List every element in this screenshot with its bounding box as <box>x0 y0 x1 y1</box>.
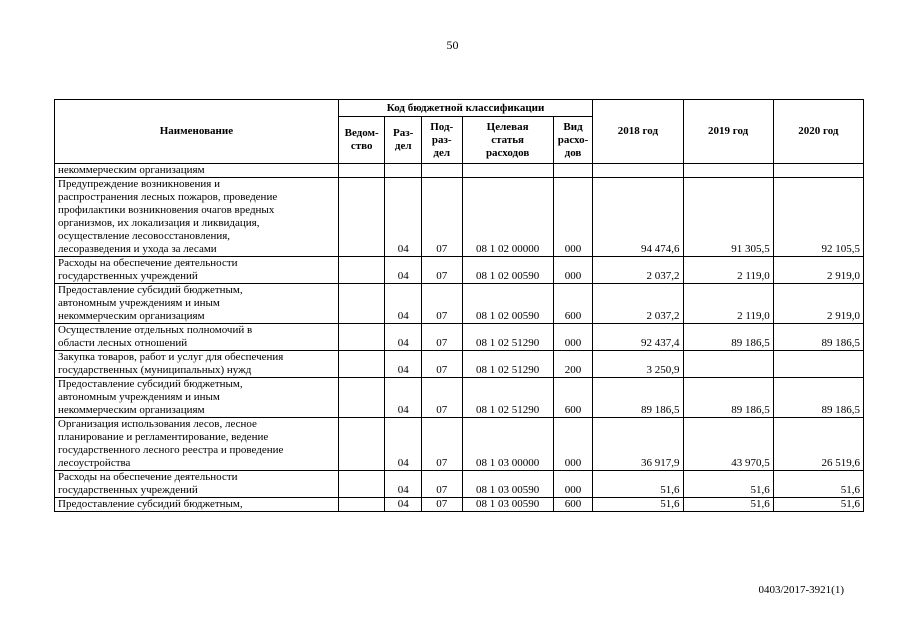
row-2018: 2 037,2 <box>593 257 683 284</box>
row-podrazdel: 07 <box>421 257 462 284</box>
row-podrazdel: 07 <box>421 498 462 512</box>
row-razdel <box>385 164 421 178</box>
row-2018: 89 186,5 <box>593 378 683 418</box>
table-row <box>55 471 864 498</box>
row-vedomstvo <box>338 164 385 178</box>
row-2020 <box>773 351 863 378</box>
table-row <box>55 284 864 324</box>
header-name: Наименование <box>55 100 339 164</box>
row-vid: 000 <box>553 471 593 498</box>
row-name: Осуществление отдельных полномочий в области лесных отношений <box>55 324 339 351</box>
row-target: 08 1 02 00590 <box>462 284 553 324</box>
header-podrazdel: Под- раз- дел <box>421 117 462 164</box>
row-2019: 51,6 <box>683 498 773 512</box>
row-name: некоммерческим организациям <box>55 164 339 178</box>
header-vid: Вид расхо- дов <box>553 117 593 164</box>
row-2018: 36 917,9 <box>593 418 683 471</box>
row-vid: 000 <box>553 178 593 257</box>
row-name: Предоставление субсидий бюджетным, автономным учреждениям и иным некоммерческим организациям <box>55 378 339 418</box>
row-podrazdel: 07 <box>421 178 462 257</box>
header-razdel: Раз- дел <box>385 117 421 164</box>
row-2018: 51,6 <box>593 471 683 498</box>
row-razdel: 04 <box>385 418 421 471</box>
row-vedomstvo <box>338 284 385 324</box>
row-2020: 89 186,5 <box>773 324 863 351</box>
row-target <box>462 164 553 178</box>
row-vid: 600 <box>553 498 593 512</box>
row-2018 <box>593 164 683 178</box>
row-2018: 2 037,2 <box>593 284 683 324</box>
row-2019 <box>683 164 773 178</box>
row-2020: 2 919,0 <box>773 257 863 284</box>
row-vid: 000 <box>553 257 593 284</box>
row-target: 08 1 03 00590 <box>462 471 553 498</box>
row-name: Закупка товаров, работ и услуг для обеспечения государственных (муниципальных) нужд <box>55 351 339 378</box>
row-razdel: 04 <box>385 257 421 284</box>
budget-table <box>54 99 864 512</box>
row-vedomstvo <box>338 378 385 418</box>
row-2019: 51,6 <box>683 471 773 498</box>
row-razdel: 04 <box>385 378 421 418</box>
row-2020 <box>773 164 863 178</box>
row-razdel: 04 <box>385 351 421 378</box>
row-vid: 200 <box>553 351 593 378</box>
row-2019: 2 119,0 <box>683 284 773 324</box>
row-2019: 89 186,5 <box>683 378 773 418</box>
row-2020: 2 919,0 <box>773 284 863 324</box>
row-2018: 94 474,6 <box>593 178 683 257</box>
header-row-top <box>55 100 864 117</box>
row-vid: 000 <box>553 324 593 351</box>
header-2019: 2019 год <box>683 100 773 164</box>
row-vid <box>553 164 593 178</box>
table-row <box>55 351 864 378</box>
row-podrazdel: 07 <box>421 418 462 471</box>
row-2018: 92 437,4 <box>593 324 683 351</box>
row-2019 <box>683 351 773 378</box>
row-razdel: 04 <box>385 471 421 498</box>
table-row <box>55 257 864 284</box>
row-2020: 92 105,5 <box>773 178 863 257</box>
row-razdel: 04 <box>385 498 421 512</box>
row-target: 08 1 03 00590 <box>462 498 553 512</box>
row-2018: 51,6 <box>593 498 683 512</box>
header-target: Целевая статья расходов <box>462 117 553 164</box>
header-vedomstvo: Ведом- ство <box>338 117 385 164</box>
header-2020: 2020 год <box>773 100 863 164</box>
row-target: 08 1 02 00000 <box>462 178 553 257</box>
row-name: Расходы на обеспечение деятельности государственных учреждений <box>55 257 339 284</box>
row-2020: 26 519,6 <box>773 418 863 471</box>
row-2019: 91 305,5 <box>683 178 773 257</box>
row-target: 08 1 02 00590 <box>462 257 553 284</box>
row-target: 08 1 02 51290 <box>462 351 553 378</box>
row-2019: 2 119,0 <box>683 257 773 284</box>
table-row <box>55 178 864 257</box>
row-vid: 600 <box>553 284 593 324</box>
table-row <box>55 418 864 471</box>
row-2020: 89 186,5 <box>773 378 863 418</box>
row-target: 08 1 02 51290 <box>462 378 553 418</box>
page-number: 50 <box>446 38 459 52</box>
row-podrazdel: 07 <box>421 378 462 418</box>
row-2020: 51,6 <box>773 498 863 512</box>
row-target: 08 1 03 00000 <box>462 418 553 471</box>
row-2020: 51,6 <box>773 471 863 498</box>
row-name: Предупреждение возникновения и распространения лесных пожаров, проведение профилактики возникновения очагов вредных организмов, их локализация и ликвидация, осуществление лесовосстановления, лесоразведения и ухода за лесами <box>55 178 339 257</box>
row-2018: 3 250,9 <box>593 351 683 378</box>
table-row <box>55 378 864 418</box>
row-name: Предоставление субсидий бюджетным, <box>55 498 339 512</box>
row-vedomstvo <box>338 498 385 512</box>
row-razdel: 04 <box>385 284 421 324</box>
row-target: 08 1 02 51290 <box>462 324 553 351</box>
row-razdel: 04 <box>385 324 421 351</box>
row-2019: 89 186,5 <box>683 324 773 351</box>
row-vedomstvo <box>338 351 385 378</box>
row-vid: 000 <box>553 418 593 471</box>
row-podrazdel: 07 <box>421 471 462 498</box>
row-vid: 600 <box>553 378 593 418</box>
row-name: Организация использования лесов, лесное планирование и регламентирование, ведение государственного лесного реестра и проведение лесоустройства <box>55 418 339 471</box>
row-vedomstvo <box>338 471 385 498</box>
row-name: Расходы на обеспечение деятельности государственных учреждений <box>55 471 339 498</box>
table-row <box>55 164 864 178</box>
row-name: Предоставление субсидий бюджетным, автономным учреждениям и иным некоммерческим организациям <box>55 284 339 324</box>
row-podrazdel: 07 <box>421 284 462 324</box>
header-code-group: Код бюджетной классификации <box>338 100 592 117</box>
row-podrazdel <box>421 164 462 178</box>
table-row <box>55 324 864 351</box>
row-2019: 43 970,5 <box>683 418 773 471</box>
row-vedomstvo <box>338 257 385 284</box>
row-podrazdel: 07 <box>421 351 462 378</box>
document-code: 0403/2017-3921(1) <box>758 584 844 596</box>
row-podrazdel: 07 <box>421 324 462 351</box>
row-razdel: 04 <box>385 178 421 257</box>
row-vedomstvo <box>338 418 385 471</box>
row-vedomstvo <box>338 324 385 351</box>
row-vedomstvo <box>338 178 385 257</box>
table-row <box>55 498 864 512</box>
header-2018: 2018 год <box>593 100 683 164</box>
